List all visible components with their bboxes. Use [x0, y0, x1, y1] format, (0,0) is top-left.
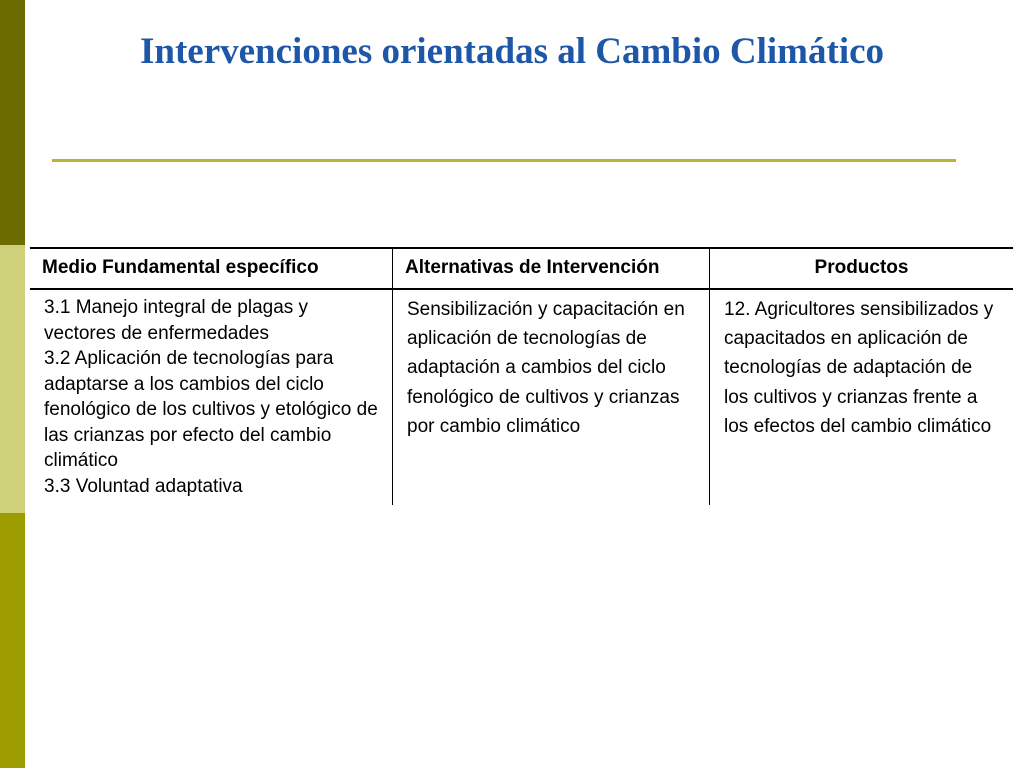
header-productos: Productos [710, 248, 1014, 289]
cell-alternativas: Sensibilización y capacitación en aplicación de tecnologías de adaptación a cambios del ciclo fenológico de cultivos y crianzas por cambio climático [393, 289, 710, 505]
slide-title: Intervenciones orientadas al Cambio Climático [139, 31, 885, 72]
medio-item-3-1: 3.1 Manejo integral de plagas y vectores de enfermedades [44, 297, 309, 344]
cell-medio-fundamental [30, 289, 393, 505]
cell-productos: 12. Agricultores sensibilizados y capacitados en aplicación de tecnologías de adaptación de los cultivos y crianzas frente a los efectos del cambio climático [710, 289, 1014, 505]
medio-item-3-2: 3.2 Aplicación de tecnologías para adaptarse a los cambios del ciclo fenológico de los cultivos y etológico de las crianzas por efecto del cambio climático [44, 348, 378, 471]
intervention-table [30, 247, 1013, 505]
side-accent-bar-bottom [0, 513, 25, 768]
title-divider [52, 159, 956, 162]
header-medio-fundamental: Medio Fundamental específico [30, 248, 393, 289]
table-row [30, 289, 1013, 505]
medio-item-3-3: 3.3 Voluntad adaptativa [44, 475, 243, 497]
header-alternativas: Alternativas de Intervención [393, 248, 710, 289]
table-header-row [30, 248, 1013, 289]
side-accent-bar-middle [0, 245, 25, 513]
